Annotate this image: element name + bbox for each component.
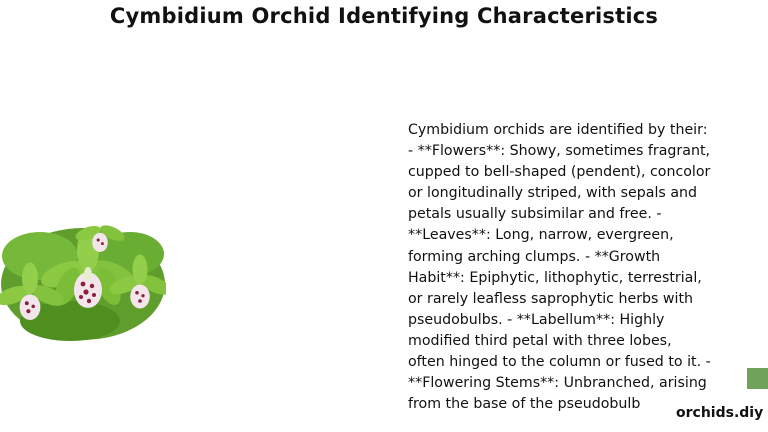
description-text: Cymbidium orchids are identified by their: - **Flowers**: Showy, sometimes fragrant, cupped to bell-shaped (pendent), concolor or longitudinally striped, with sepals and petals usually subsimilar and free. - **Leaves**: Long, narrow, evergreen, forming arching clumps. - **Growth Habit**: Epiphytic, lithophytic, terrestrial, or rarely leafless saprophytic herbs with pseudobulbs. - **Labellum**: Highly modified third petal with three lobes, often hinged to the column or fused to it. - **Flowering Stems**: Unbranched, arising from the base of the pseudobulb	[408, 122, 711, 413]
accent-square	[747, 368, 768, 389]
orchid-photo	[0, 216, 166, 346]
page-title: Cymbidium Orchid Identifying Characteristics	[109, 4, 659, 28]
watermark: orchids.diy	[676, 405, 764, 421]
orchid-photo-icon	[0, 216, 166, 346]
